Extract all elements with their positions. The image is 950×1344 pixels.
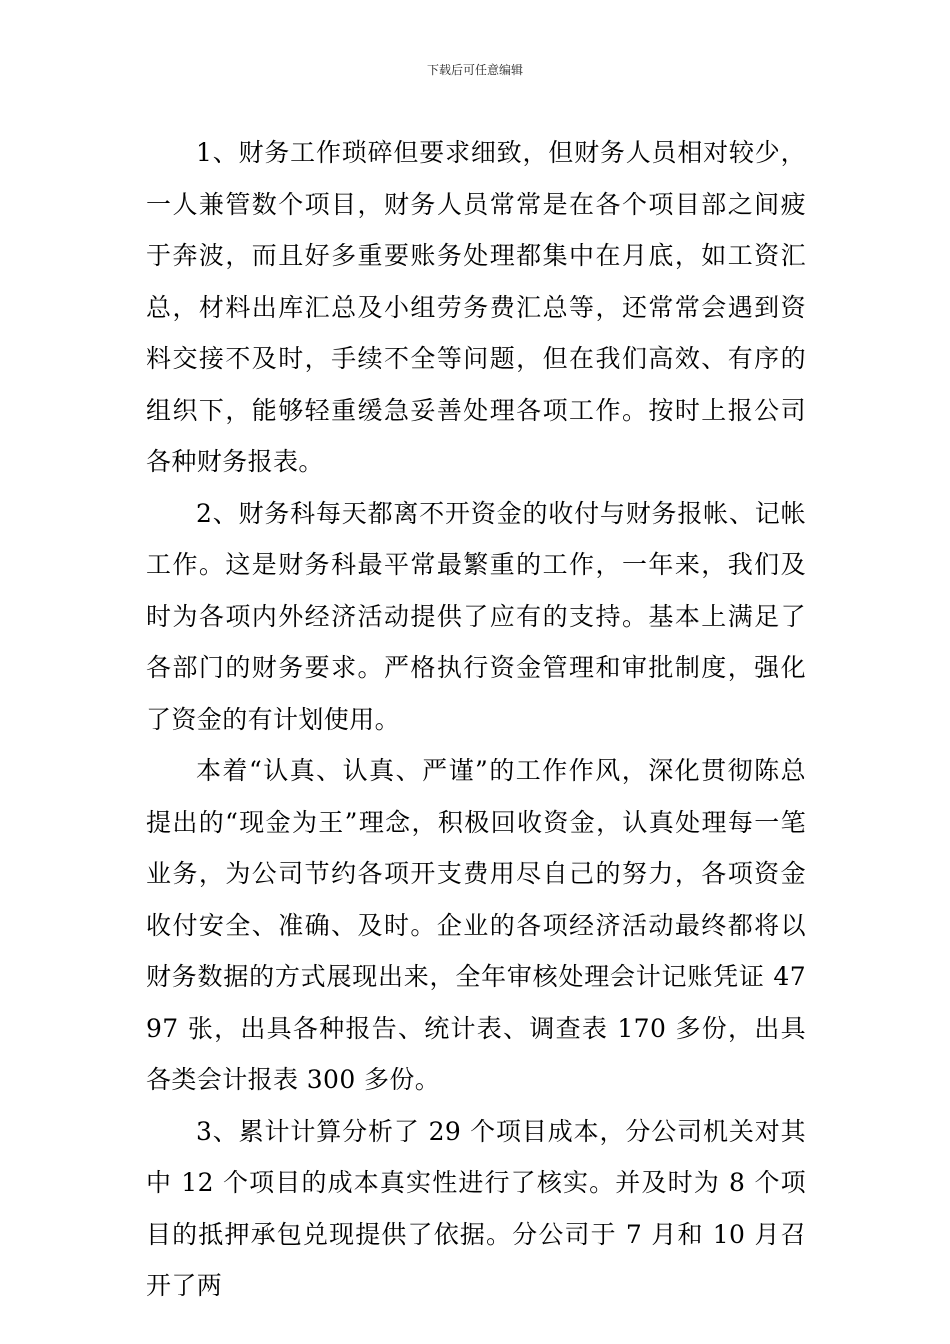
paragraph-3: 本着“认真、认真、严谨”的工作作风，深化贯彻陈总提出的“现金为王”理念，积极回收资金，认真处理每一笔业务，为公司节约各项开支费用尽自己的努力，各项资金收付安全、准确、及时。企业的各项经济活动最终都将以财务数据的方式展现出来，全年审核处理会计记账凭证 4797 张，出具各种报告、统计表、调查表 170 多份，出具各类会计报表 300 多份。 [146, 756, 806, 1094]
page-header-note: 下载后可任意编辑 [426, 63, 523, 77]
paragraph-1: 1、财务工作琐碎但要求细致，但财务人员相对较少，一人兼管数个项目，财务人员常常是在各个项目部之间疲于奔波，而且好多重要账务处理都集中在月底，如工资汇总，材料出库汇总及小组劳务费汇总等，还常常会遇到资料交接不及时，手续不全等问题，但在我们高效、有序的组织下，能够轻重缓急妥善处理各项工作。按时上报公司各种财务报表。 [146, 138, 806, 476]
paragraph-2: 2、财务科每天都离不开资金的收付与财务报帐、记帐工作。这是财务科最平常最繁重的工作，一年来，我们及时为各项内外经济活动提供了应有的支持。基本上满足了各部门的财务要求。严格执行资金管理和审批制度，强化了资金的有计划使用。 [146, 498, 806, 734]
document-body [146, 127, 806, 1312]
paragraph-4: 3、累计计算分析了 29 个项目成本，分公司机关对其中 12 个项目的成本真实性进行了核实。并及时为 8 个项目的抵押承包兑现提供了依据。分公司于 7 月和 10 月召开了两 [146, 1116, 806, 1300]
